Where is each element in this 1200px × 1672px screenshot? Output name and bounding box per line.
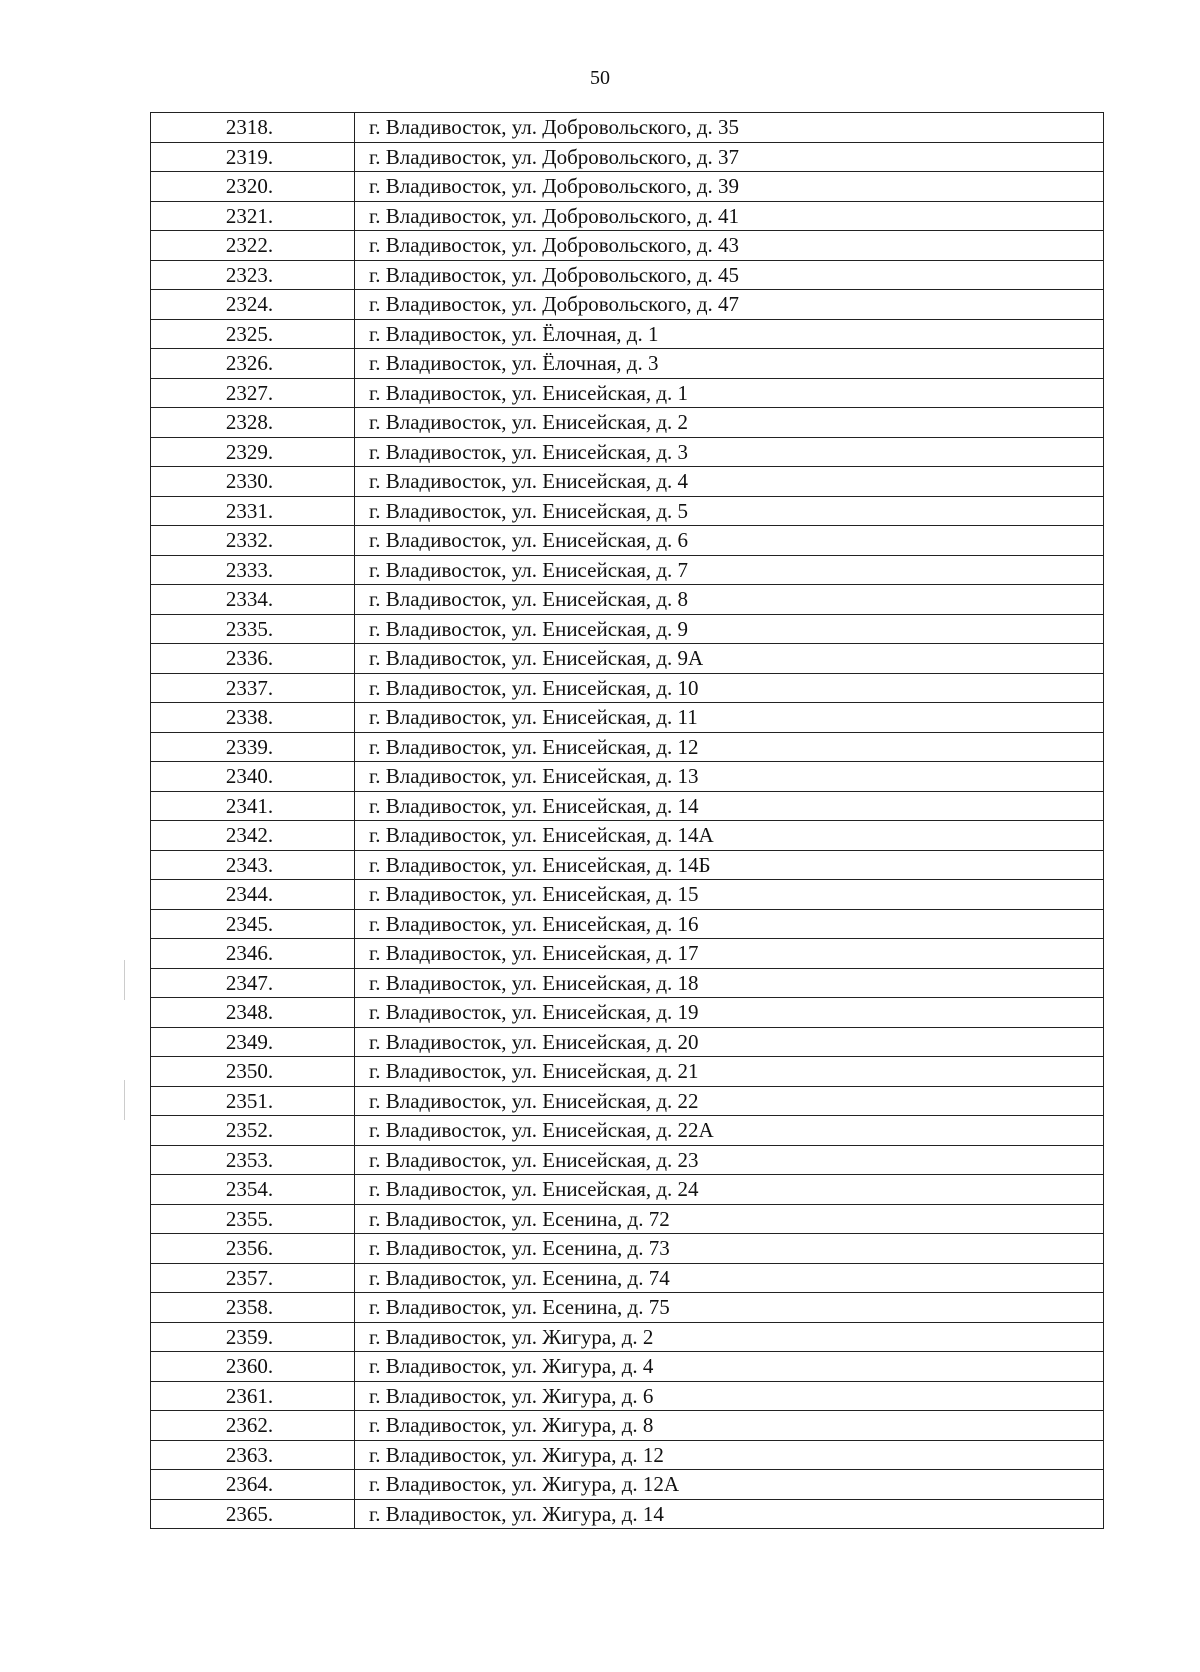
table-row xyxy=(151,1293,1104,1323)
row-number: 2332. xyxy=(151,526,355,556)
row-address: г. Владивосток, ул. Енисейская, д. 15 xyxy=(355,880,1104,910)
table-row xyxy=(151,1027,1104,1057)
scan-mark-upper xyxy=(124,960,125,1000)
row-number: 2333. xyxy=(151,555,355,585)
row-address: г. Владивосток, ул. Жигура, д. 14 xyxy=(355,1499,1104,1529)
row-number: 2339. xyxy=(151,732,355,762)
row-number: 2351. xyxy=(151,1086,355,1116)
table-row xyxy=(151,113,1104,143)
table-row xyxy=(151,585,1104,615)
row-address: г. Владивосток, ул. Енисейская, д. 14 xyxy=(355,791,1104,821)
row-number: 2356. xyxy=(151,1234,355,1264)
row-number: 2355. xyxy=(151,1204,355,1234)
row-number: 2349. xyxy=(151,1027,355,1057)
row-address: г. Владивосток, ул. Енисейская, д. 3 xyxy=(355,437,1104,467)
row-address: г. Владивосток, ул. Есенина, д. 74 xyxy=(355,1263,1104,1293)
row-number: 2365. xyxy=(151,1499,355,1529)
row-number: 2331. xyxy=(151,496,355,526)
table-row xyxy=(151,998,1104,1028)
row-number: 2328. xyxy=(151,408,355,438)
row-number: 2353. xyxy=(151,1145,355,1175)
page-number: 50 xyxy=(590,67,610,89)
row-address: г. Владивосток, ул. Енисейская, д. 16 xyxy=(355,909,1104,939)
row-number: 2323. xyxy=(151,260,355,290)
table-row xyxy=(151,555,1104,585)
table-row xyxy=(151,850,1104,880)
table-row xyxy=(151,172,1104,202)
row-number: 2347. xyxy=(151,968,355,998)
row-address: г. Владивосток, ул. Енисейская, д. 22 xyxy=(355,1086,1104,1116)
table-row xyxy=(151,290,1104,320)
row-number: 2330. xyxy=(151,467,355,497)
address-table xyxy=(150,112,1104,1529)
table-row xyxy=(151,260,1104,290)
table-row xyxy=(151,762,1104,792)
row-address: г. Владивосток, ул. Енисейская, д. 6 xyxy=(355,526,1104,556)
row-address: г. Владивосток, ул. Енисейская, д. 4 xyxy=(355,467,1104,497)
row-number: 2348. xyxy=(151,998,355,1028)
row-address: г. Владивосток, ул. Енисейская, д. 2 xyxy=(355,408,1104,438)
row-number: 2320. xyxy=(151,172,355,202)
row-number: 2337. xyxy=(151,673,355,703)
row-number: 2329. xyxy=(151,437,355,467)
row-address: г. Владивосток, ул. Жигура, д. 12 xyxy=(355,1440,1104,1470)
row-address: г. Владивосток, ул. Добровольского, д. 43 xyxy=(355,231,1104,261)
table-row xyxy=(151,1175,1104,1205)
row-address: г. Владивосток, ул. Ёлочная, д. 3 xyxy=(355,349,1104,379)
row-number: 2361. xyxy=(151,1381,355,1411)
row-number: 2322. xyxy=(151,231,355,261)
row-address: г. Владивосток, ул. Енисейская, д. 24 xyxy=(355,1175,1104,1205)
table-row xyxy=(151,1204,1104,1234)
row-number: 2358. xyxy=(151,1293,355,1323)
table-row xyxy=(151,1470,1104,1500)
row-address: г. Владивосток, ул. Енисейская, д. 22А xyxy=(355,1116,1104,1146)
table-row xyxy=(151,1116,1104,1146)
row-address: г. Владивосток, ул. Енисейская, д. 8 xyxy=(355,585,1104,615)
row-address: г. Владивосток, ул. Енисейская, д. 11 xyxy=(355,703,1104,733)
row-address: г. Владивосток, ул. Енисейская, д. 20 xyxy=(355,1027,1104,1057)
table-row xyxy=(151,614,1104,644)
table-row xyxy=(151,968,1104,998)
row-address: г. Владивосток, ул. Енисейская, д. 7 xyxy=(355,555,1104,585)
row-number: 2342. xyxy=(151,821,355,851)
row-address: г. Владивосток, ул. Есенина, д. 73 xyxy=(355,1234,1104,1264)
row-number: 2319. xyxy=(151,142,355,172)
row-number: 2324. xyxy=(151,290,355,320)
table-row xyxy=(151,939,1104,969)
table-row xyxy=(151,673,1104,703)
table-row xyxy=(151,1322,1104,1352)
table-row xyxy=(151,496,1104,526)
table-row xyxy=(151,467,1104,497)
row-address: г. Владивосток, ул. Жигура, д. 12А xyxy=(355,1470,1104,1500)
row-number: 2334. xyxy=(151,585,355,615)
table-row xyxy=(151,408,1104,438)
row-number: 2318. xyxy=(151,113,355,143)
row-address: г. Владивосток, ул. Жигура, д. 8 xyxy=(355,1411,1104,1441)
table-row xyxy=(151,703,1104,733)
row-number: 2357. xyxy=(151,1263,355,1293)
table-row xyxy=(151,201,1104,231)
row-number: 2346. xyxy=(151,939,355,969)
row-address: г. Владивосток, ул. Енисейская, д. 13 xyxy=(355,762,1104,792)
table-row xyxy=(151,142,1104,172)
row-number: 2327. xyxy=(151,378,355,408)
row-number: 2338. xyxy=(151,703,355,733)
row-number: 2344. xyxy=(151,880,355,910)
row-number: 2350. xyxy=(151,1057,355,1087)
row-address: г. Владивосток, ул. Енисейская, д. 21 xyxy=(355,1057,1104,1087)
table-row xyxy=(151,349,1104,379)
table-row xyxy=(151,1440,1104,1470)
table-row xyxy=(151,378,1104,408)
row-number: 2325. xyxy=(151,319,355,349)
row-address: г. Владивосток, ул. Енисейская, д. 18 xyxy=(355,968,1104,998)
row-number: 2359. xyxy=(151,1322,355,1352)
row-address: г. Владивосток, ул. Добровольского, д. 35 xyxy=(355,113,1104,143)
row-number: 2352. xyxy=(151,1116,355,1146)
row-address: г. Владивосток, ул. Енисейская, д. 9 xyxy=(355,614,1104,644)
row-address: г. Владивосток, ул. Енисейская, д. 17 xyxy=(355,939,1104,969)
table-row xyxy=(151,880,1104,910)
table-row xyxy=(151,437,1104,467)
row-address: г. Владивосток, ул. Енисейская, д. 12 xyxy=(355,732,1104,762)
table-row xyxy=(151,526,1104,556)
table-row xyxy=(151,1086,1104,1116)
row-address: г. Владивосток, ул. Добровольского, д. 41 xyxy=(355,201,1104,231)
table-row xyxy=(151,821,1104,851)
row-number: 2340. xyxy=(151,762,355,792)
row-address: г. Владивосток, ул. Енисейская, д. 1 xyxy=(355,378,1104,408)
row-address: г. Владивосток, ул. Жигура, д. 4 xyxy=(355,1352,1104,1382)
row-number: 2364. xyxy=(151,1470,355,1500)
row-number: 2360. xyxy=(151,1352,355,1382)
row-address: г. Владивосток, ул. Добровольского, д. 39 xyxy=(355,172,1104,202)
row-number: 2336. xyxy=(151,644,355,674)
row-address: г. Владивосток, ул. Енисейская, д. 23 xyxy=(355,1145,1104,1175)
row-address: г. Владивосток, ул. Есенина, д. 75 xyxy=(355,1293,1104,1323)
row-address: г. Владивосток, ул. Енисейская, д. 14А xyxy=(355,821,1104,851)
row-number: 2354. xyxy=(151,1175,355,1205)
table-row xyxy=(151,319,1104,349)
row-number: 2321. xyxy=(151,201,355,231)
table-row xyxy=(151,732,1104,762)
row-number: 2345. xyxy=(151,909,355,939)
table-row xyxy=(151,1057,1104,1087)
table-row xyxy=(151,1263,1104,1293)
row-number: 2363. xyxy=(151,1440,355,1470)
table-row xyxy=(151,644,1104,674)
row-number: 2335. xyxy=(151,614,355,644)
table-row xyxy=(151,1411,1104,1441)
row-address: г. Владивосток, ул. Енисейская, д. 5 xyxy=(355,496,1104,526)
table-row xyxy=(151,909,1104,939)
row-address: г. Владивосток, ул. Ёлочная, д. 1 xyxy=(355,319,1104,349)
row-address: г. Владивосток, ул. Добровольского, д. 45 xyxy=(355,260,1104,290)
table-row xyxy=(151,231,1104,261)
row-address: г. Владивосток, ул. Есенина, д. 72 xyxy=(355,1204,1104,1234)
row-address: г. Владивосток, ул. Добровольского, д. 37 xyxy=(355,142,1104,172)
address-table-body xyxy=(151,113,1104,1529)
row-number: 2362. xyxy=(151,1411,355,1441)
row-address: г. Владивосток, ул. Жигура, д. 6 xyxy=(355,1381,1104,1411)
row-number: 2341. xyxy=(151,791,355,821)
row-address: г. Владивосток, ул. Добровольского, д. 47 xyxy=(355,290,1104,320)
table-row xyxy=(151,1499,1104,1529)
row-number: 2326. xyxy=(151,349,355,379)
row-address: г. Владивосток, ул. Енисейская, д. 14Б xyxy=(355,850,1104,880)
table-row xyxy=(151,1381,1104,1411)
row-address: г. Владивосток, ул. Жигура, д. 2 xyxy=(355,1322,1104,1352)
table-row xyxy=(151,1145,1104,1175)
row-number: 2343. xyxy=(151,850,355,880)
table-row xyxy=(151,1352,1104,1382)
row-address: г. Владивосток, ул. Енисейская, д. 9А xyxy=(355,644,1104,674)
row-address: г. Владивосток, ул. Енисейская, д. 19 xyxy=(355,998,1104,1028)
row-address: г. Владивосток, ул. Енисейская, д. 10 xyxy=(355,673,1104,703)
table-row xyxy=(151,1234,1104,1264)
table-row xyxy=(151,791,1104,821)
scan-mark-lower xyxy=(124,1080,125,1120)
